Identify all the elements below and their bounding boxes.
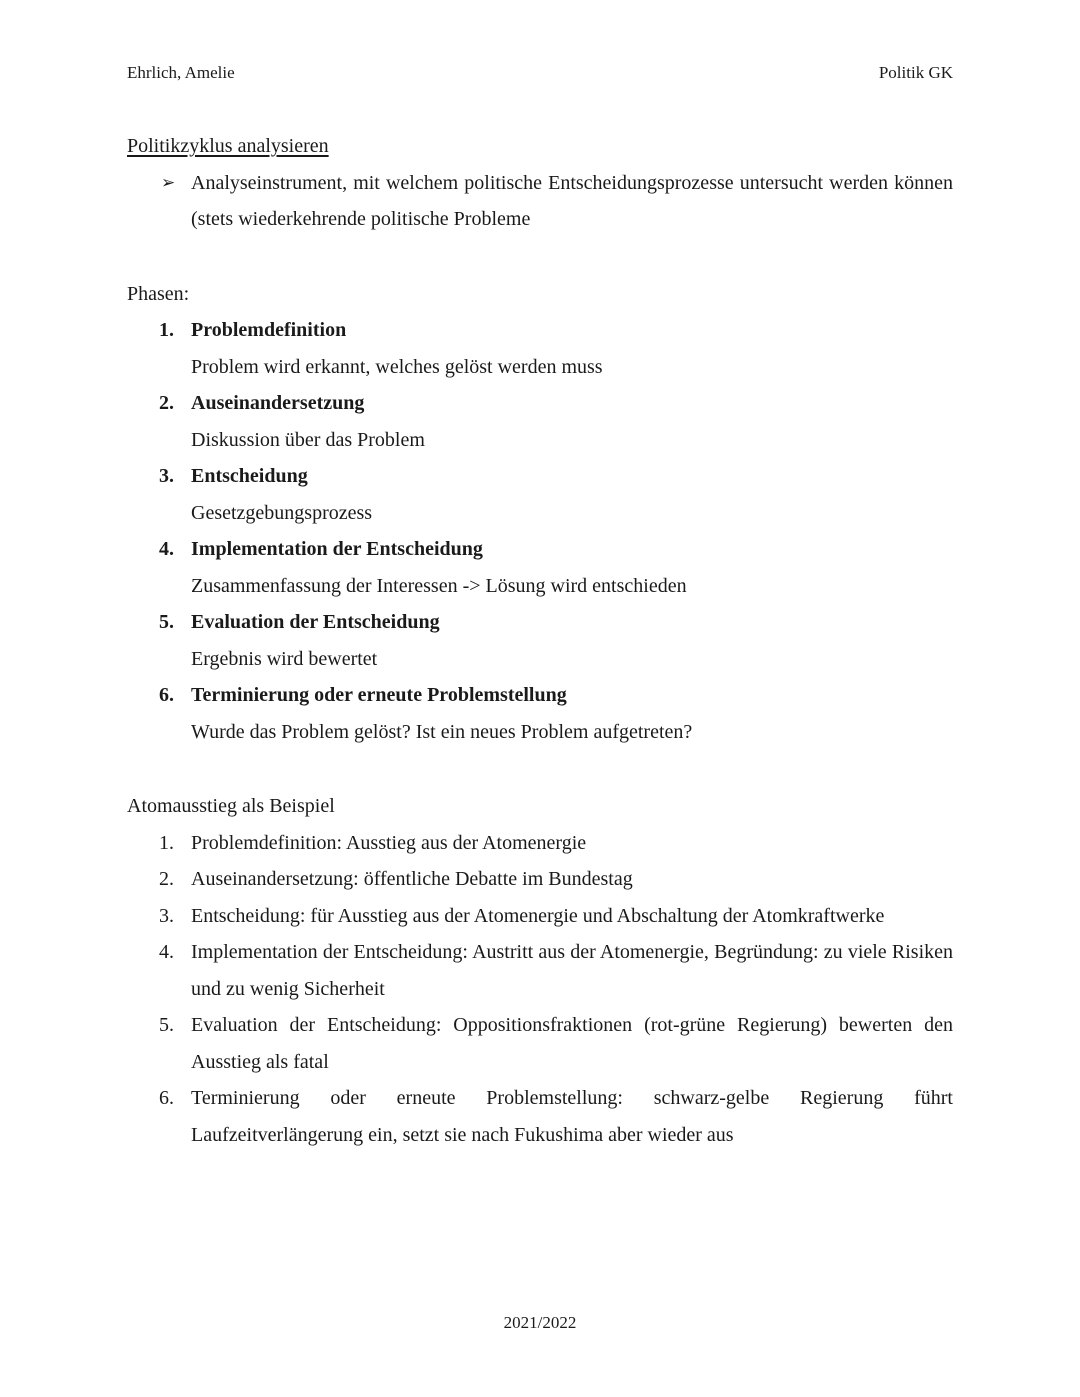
arrow-bullet-icon: ➢	[161, 172, 176, 193]
phase-title: Problemdefinition	[191, 319, 347, 341]
phase-number: 5.	[159, 611, 174, 633]
phase-item	[127, 531, 953, 604]
phase-item	[127, 385, 953, 458]
phase-item	[127, 604, 953, 677]
example-text: Implementation der Entscheidung: Austritt aus der Atomenergie, Begründung: zu viele Risiken und zu wenig Sicherheit	[191, 941, 953, 1000]
example-text: Entscheidung: für Ausstieg aus der Atomenergie und Abschaltung der Atomkraftwerke	[191, 904, 885, 927]
example-number: 4.	[159, 941, 174, 963]
header-subject: Politik GK	[878, 63, 953, 82]
phase-description: Gesetzgebungsprozess	[191, 501, 373, 524]
phase-number: 2.	[159, 392, 174, 414]
phase-number: 3.	[159, 465, 174, 487]
header-author: Ehrlich, Amelie	[127, 63, 235, 82]
phase-number: 4.	[159, 538, 174, 560]
example-text-line-2: Laufzeitverlängerung ein, setzt sie nach Fukushima aber wieder aus	[191, 1123, 734, 1146]
phase-description: Wurde das Problem gelöst? Ist ein neues Problem aufgetreten?	[191, 720, 693, 743]
example-number: 2.	[159, 868, 174, 890]
example-number: 5.	[159, 1014, 174, 1036]
phase-description: Problem wird erkannt, welches gelöst werden muss	[191, 355, 603, 378]
phase-title: Auseinandersetzung	[191, 392, 365, 414]
phase-description: Zusammenfassung der Interessen -> Lösung wird entschieden	[191, 574, 687, 597]
example-text: Auseinandersetzung: öffentliche Debatte im Bundestag	[191, 868, 633, 890]
phase-title: Evaluation der Entscheidung	[191, 611, 440, 633]
example-number: 3.	[159, 904, 174, 927]
phase-description: Diskussion über das Problem	[191, 428, 425, 451]
phase-title: Implementation der Entscheidung	[191, 538, 483, 560]
phase-number: 6.	[159, 684, 174, 706]
example-list	[127, 825, 953, 1154]
example-item	[127, 825, 953, 862]
phases-heading: Phasen:	[127, 282, 190, 305]
example-item	[127, 1007, 953, 1080]
intro-bullet-text: Analyseinstrument, mit welchem politische Entscheidungsprozesse untersucht werden können (stets wiederkehrende politische Probleme	[191, 171, 953, 230]
example-text-line-1: Terminierung oder erneute Problemstellung: schwarz-gelbe Regierung führt	[191, 1087, 953, 1109]
section-title: Politikzyklus analysieren	[127, 135, 329, 157]
example-item	[127, 861, 953, 898]
phase-title: Entscheidung	[191, 465, 308, 487]
example-heading: Atomausstieg als Beispiel	[127, 795, 335, 817]
example-item	[127, 1080, 953, 1153]
intro-bullet	[127, 165, 953, 238]
example-text: Evaluation der Entscheidung: Oppositionsfraktionen (rot-grüne Regierung) bewerten den Ausstieg als fatal	[191, 1014, 953, 1073]
footer-year: 2021/2022	[503, 1313, 577, 1332]
example-number: 6.	[159, 1087, 174, 1109]
example-item	[127, 934, 953, 1007]
example-number: 1.	[159, 831, 174, 854]
phase-number: 1.	[159, 319, 174, 341]
phase-item	[127, 458, 953, 531]
phases-list	[127, 312, 953, 750]
example-item	[127, 898, 953, 935]
phase-title: Terminierung oder erneute Problemstellung	[191, 684, 567, 706]
example-text: Problemdefinition: Ausstieg aus der Atomenergie	[191, 831, 587, 854]
document-body	[127, 128, 953, 1153]
phase-description: Ergebnis wird bewertet	[191, 647, 378, 670]
phase-item	[127, 312, 953, 385]
phase-item	[127, 677, 953, 750]
